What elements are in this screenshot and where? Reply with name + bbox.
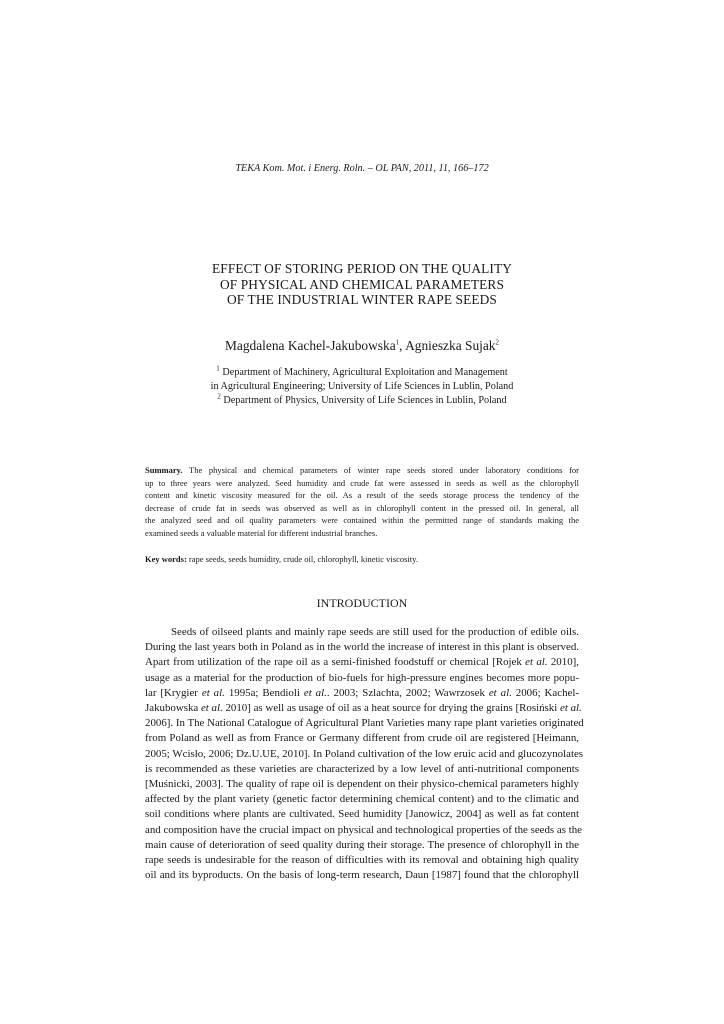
affiliation-marker: 1 [216, 364, 220, 373]
title-line: EFFECT OF STORING PERIOD ON THE QUALITY [212, 261, 512, 276]
affiliation-line: in Agricultural Engineering; University of Life Sciences in Lublin, Poland [210, 380, 514, 392]
section-heading: INTRODUCTION [316, 596, 408, 610]
author-name: Agnieszka Sujak [405, 338, 496, 353]
summary-abstract [145, 464, 579, 540]
body-line: main cause of deterioration of seed quality during their storage. The presence of chlorophyll in the [145, 838, 579, 851]
body-line: Jakubowska et al. 2010] as well as usage of oil as a heat source for drying the grains [Rosiński et al. [145, 702, 582, 715]
author-list [0, 338, 724, 354]
body-line: 2005; Wcisło, 2006; Dz.U.UE, 2010]. In Poland cultivation of the low eruic acid and glucozynolates [145, 747, 584, 760]
summary-line: decrease of crude fat in seeds was observed as well as in chlorophyll content in the pressed oil. In general, all [145, 502, 579, 513]
summary-line [145, 464, 579, 477]
summary-line: examined seeds a valuable material for different industrial branches. [145, 527, 378, 538]
journal-header: TEKA Kom. Mot. i Energ. Roln. – OL PAN, 2011, 11, 166–172 [235, 163, 489, 174]
summary-line: up to three years were analyzed. Seed humidity and crude fat were assessed in seeds as well as the chlorophyll [145, 477, 579, 488]
body-line: is recommended as these varieties are characterized by a low level of anti-nutritional components [145, 762, 579, 775]
author-separator: , [399, 338, 406, 353]
keywords [145, 554, 579, 564]
body-line: Seeds of oilseed plants and mainly rape seeds are still used for the production of edible oils. [171, 626, 579, 638]
body-line: rape seeds is undesirable for the reason of difficulties with its removal and obtaining high quality [145, 854, 579, 867]
affiliation-text: Department of Machinery, Agricultural Exploitation and Management [219, 367, 508, 378]
summary-line: the analyzed seed and oil quality parameters were contained within the permitted range of standards making the [145, 515, 579, 526]
body-line: from Poland as well as from France or Germany different from crude oil are registered [Heimann, [145, 732, 579, 745]
introduction-body [145, 625, 584, 883]
affiliation-marker: 2 [495, 338, 499, 347]
body-line: affected by the plant variety (genetic factor determining chemical content) and to the climatic and [145, 793, 579, 806]
body-line: [Muśnicki, 2003]. The quality of rape oil is dependent on their physico-chemical parameters highly [145, 778, 579, 791]
body-line: oil and its byproducts. On the basis of long-term research, Daun [1987] found that the chlorophyll [145, 869, 579, 882]
paper-title [0, 261, 724, 308]
title-line: OF PHYSICAL AND CHEMICAL PARAMETERS [219, 276, 504, 292]
summary-label: Summary. [145, 465, 183, 475]
body-line: and composition have the crucial impact on physical and technological properties of the seeds as the [145, 823, 582, 836]
summary-line: content and kinetic viscosity measured for the oil. As a result of the seeds storage process the tendency of the [145, 490, 579, 501]
body-line: Apart from utilization of the rape oil as a semi-finished foodstuff or chemical [Rojek et al. 2010], [145, 656, 579, 669]
affiliation-marker: 1 [395, 338, 400, 347]
title-line: OF THE INDUSTRIAL WINTER RAPE SEEDS [227, 292, 497, 307]
affiliation-line [0, 394, 724, 408]
summary-text: The physical and chemical parameters of winter rape seeds stored under laboratory conditions for [182, 465, 579, 475]
affiliation-marker: 2 [217, 392, 221, 401]
body-line: lar [Krygier et al. 1995a; Bendioli et al.. 2003; Szlachta, 2002; Wawrzosek et al. 2006; Kachel- [145, 686, 579, 699]
body-line: usage as a material for the production of bio-fuels for high-pressure engines becomes more popu- [145, 671, 579, 684]
body-line: soil conditions where plants are cultivated. Seed humidity [Janowicz, 2004] as well as fat content [145, 808, 579, 821]
affiliation-line [0, 366, 724, 380]
body-line: During the last years both in Poland as in the world the increase of interest in this plant is observed. [145, 641, 579, 654]
keywords-label: Key words: [145, 554, 187, 564]
keywords-text: rape seeds, seeds humidity, crude oil, chlorophyll, kinetic viscosity. [186, 554, 418, 564]
affiliation-text: Department of Physics, University of Life Sciences in Lublin, Poland [220, 394, 507, 406]
author-name: Magdalena Kachel-Jakubowska [224, 338, 396, 353]
affiliations [0, 366, 724, 407]
body-line: 2006]. In The National Catalogue of Agricultural Plant Varieties many rape plant varieties originated [145, 717, 584, 730]
